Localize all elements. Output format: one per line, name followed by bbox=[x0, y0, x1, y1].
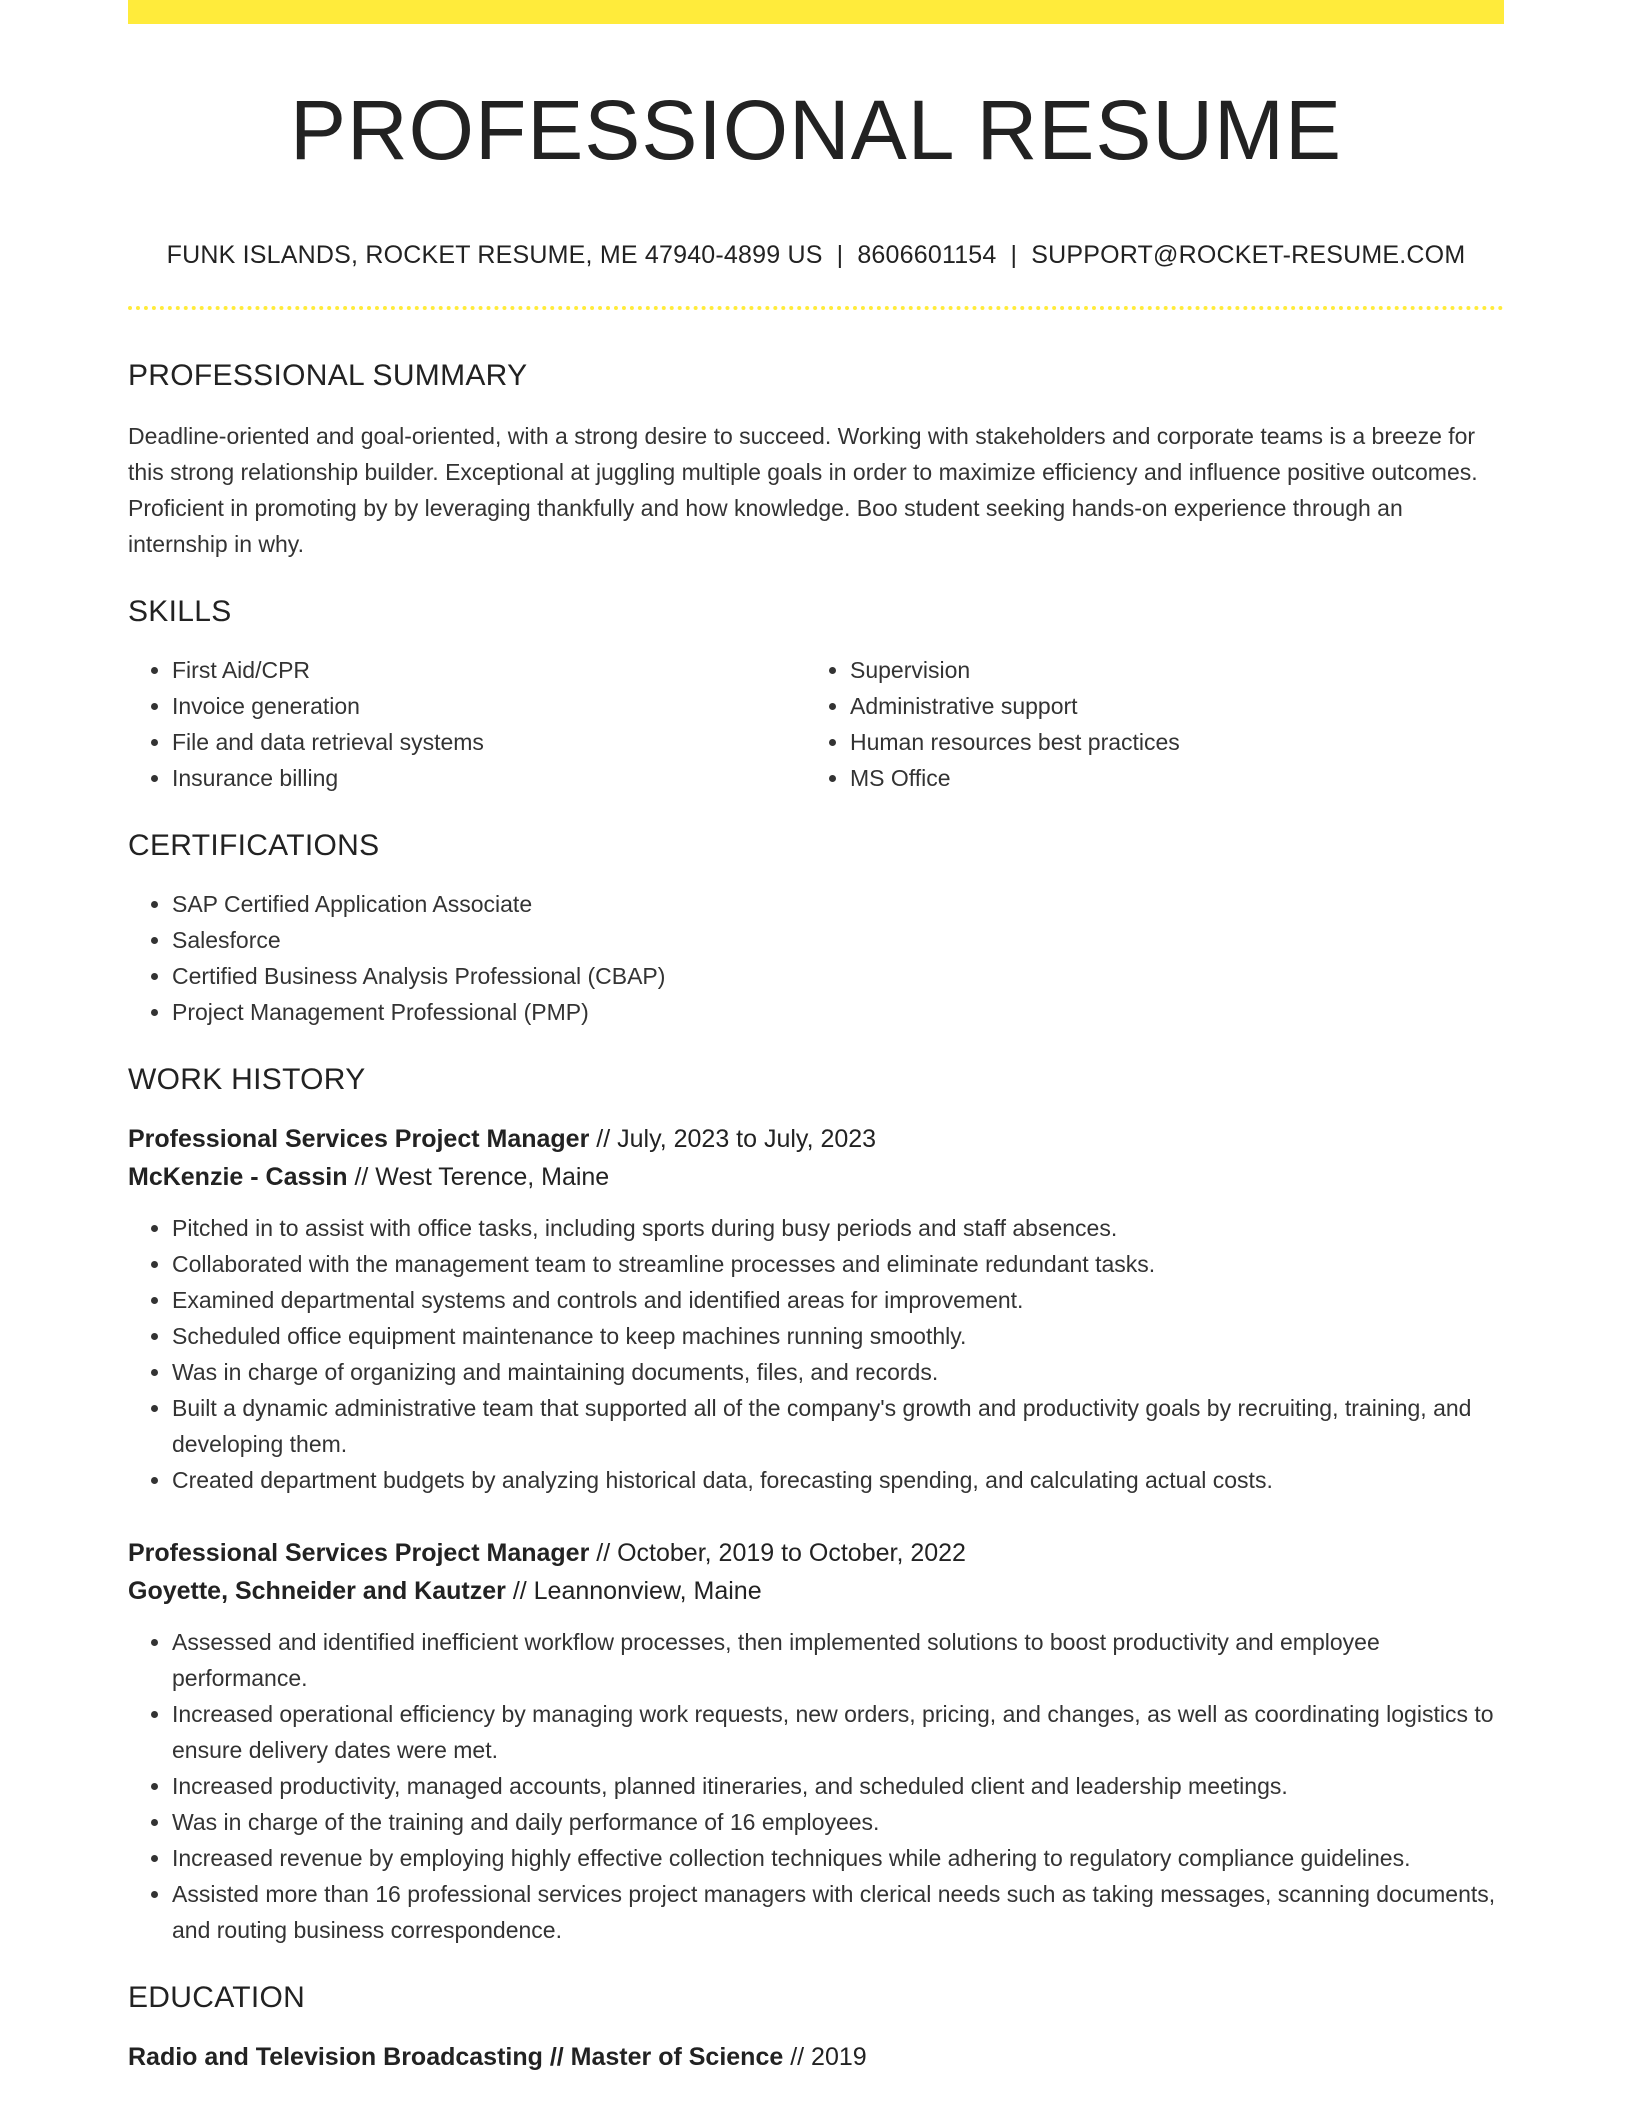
job-bullets bbox=[128, 1624, 1504, 1948]
certification-item: • Salesforce bbox=[172, 922, 1504, 958]
certification-item: • SAP Certified Application Associate bbox=[172, 886, 1504, 922]
job-company-line bbox=[128, 1158, 1504, 1196]
job-title-line bbox=[128, 1120, 1504, 1158]
skill-item: • Supervision bbox=[850, 652, 1484, 688]
job-location: // Leannonview, Maine bbox=[505, 1577, 762, 1605]
education-line bbox=[128, 2038, 1504, 2076]
job-entry bbox=[128, 1534, 1504, 1948]
job-bullet: • Increased revenue by employing highly effective collection techniques while adhering to regulatory compliance guidelines. bbox=[172, 1840, 1504, 1876]
job-bullets bbox=[128, 1210, 1504, 1498]
skills-list-right bbox=[806, 652, 1484, 796]
job-bullet: • Scheduled office equipment maintenance to keep machines running smoothly. bbox=[172, 1318, 1504, 1354]
contact-phone: 8606601154 bbox=[857, 241, 997, 269]
contact-email: SUPPORT@ROCKET-RESUME.COM bbox=[1031, 241, 1466, 269]
skill-item: • First Aid/CPR bbox=[172, 652, 806, 688]
job-dates: // October, 2019 to October, 2022 bbox=[589, 1539, 966, 1567]
job-dates: // July, 2023 to July, 2023 bbox=[589, 1125, 877, 1153]
job-bullet: • Increased productivity, managed accounts, planned itineraries, and scheduled client and leadership meetings. bbox=[172, 1768, 1504, 1804]
job-bullet: • Increased operational efficiency by managing work requests, new orders, pricing, and changes, as well as coordinating logistics to ensure delivery dates were met. bbox=[172, 1696, 1504, 1768]
summary-heading: PROFESSIONAL SUMMARY bbox=[128, 359, 528, 392]
skills-columns bbox=[128, 652, 1504, 796]
job-company: McKenzie - Cassin bbox=[128, 1163, 348, 1191]
skills-heading: SKILLS bbox=[128, 595, 232, 628]
certification-item: • Project Management Professional (PMP) bbox=[172, 994, 1504, 1030]
job-bullet: • Created department budgets by analyzing historical data, forecasting spending, and calculating actual costs. bbox=[172, 1462, 1504, 1498]
certification-item: • Certified Business Analysis Professional (CBAP) bbox=[172, 958, 1504, 994]
contact-separator: | bbox=[1010, 241, 1018, 269]
job-bullet: • Assessed and identified inefficient workflow processes, then implemented solutions to boost productivity and employee performance. bbox=[172, 1624, 1504, 1696]
job-bullet: • Was in charge of organizing and maintaining documents, files, and records. bbox=[172, 1354, 1504, 1390]
job-title-line bbox=[128, 1534, 1504, 1572]
job-entry bbox=[128, 1120, 1504, 1498]
top-accent-bar bbox=[128, 0, 1504, 24]
skill-item: • Human resources best practices bbox=[850, 724, 1484, 760]
skill-item: • MS Office bbox=[850, 760, 1484, 796]
job-bullet: • Was in charge of the training and daily performance of 16 employees. bbox=[172, 1804, 1504, 1840]
skills-list-left bbox=[128, 652, 806, 796]
skill-item: • Invoice generation bbox=[172, 688, 806, 724]
skill-item: • Insurance billing bbox=[172, 760, 806, 796]
resume-body bbox=[128, 348, 1504, 2076]
job-bullet: • Assisted more than 16 professional services project managers with clerical needs such as taking messages, scanning documents, and routing business correspondence. bbox=[172, 1876, 1504, 1948]
resume-title: PROFESSIONAL RESUME bbox=[289, 83, 1343, 177]
contact-separator: | bbox=[836, 241, 844, 269]
certifications-list bbox=[128, 886, 1504, 1030]
job-bullet: • Pitched in to assist with office tasks, including sports during busy periods and staff absences. bbox=[172, 1210, 1504, 1246]
education-year: // 2019 bbox=[783, 2043, 867, 2071]
skill-item: • Administrative support bbox=[850, 688, 1484, 724]
education-degree: Radio and Television Broadcasting // Master of Science bbox=[128, 2043, 784, 2071]
job-bullet: • Built a dynamic administrative team that supported all of the company's growth and productivity goals by recruiting, training, and developing them. bbox=[172, 1390, 1504, 1462]
education-heading: EDUCATION bbox=[128, 1981, 306, 2014]
job-bullet: • Collaborated with the management team to streamline processes and eliminate redundant tasks. bbox=[172, 1246, 1504, 1282]
certifications-heading: CERTIFICATIONS bbox=[128, 829, 380, 862]
job-company-line bbox=[128, 1572, 1504, 1610]
dotted-divider bbox=[128, 306, 1504, 310]
job-title: Professional Services Project Manager bbox=[128, 1125, 590, 1153]
summary-text: Deadline-oriented and goal-oriented, with a strong desire to succeed. Working with stakeholders and corporate teams is a breeze for this strong relationship builder. Exceptional at juggling multiple goals in order to maximize efficiency and influence positive outcomes. Proficient in promoting by by leveraging thankfully and how knowledge. Boo student seeking hands-on experience through an internship in why. bbox=[128, 423, 1478, 557]
job-title: Professional Services Project Manager bbox=[128, 1539, 590, 1567]
job-company: Goyette, Schneider and Kautzer bbox=[128, 1577, 506, 1605]
job-location: // West Terence, Maine bbox=[347, 1163, 610, 1191]
work-history-heading: WORK HISTORY bbox=[128, 1063, 366, 1096]
contact-address: FUNK ISLANDS, ROCKET RESUME, ME 47940-4899 US bbox=[166, 241, 823, 269]
job-bullet: • Examined departmental systems and controls and identified areas for improvement. bbox=[172, 1282, 1504, 1318]
contact-line bbox=[128, 238, 1504, 272]
skill-item: • File and data retrieval systems bbox=[172, 724, 806, 760]
